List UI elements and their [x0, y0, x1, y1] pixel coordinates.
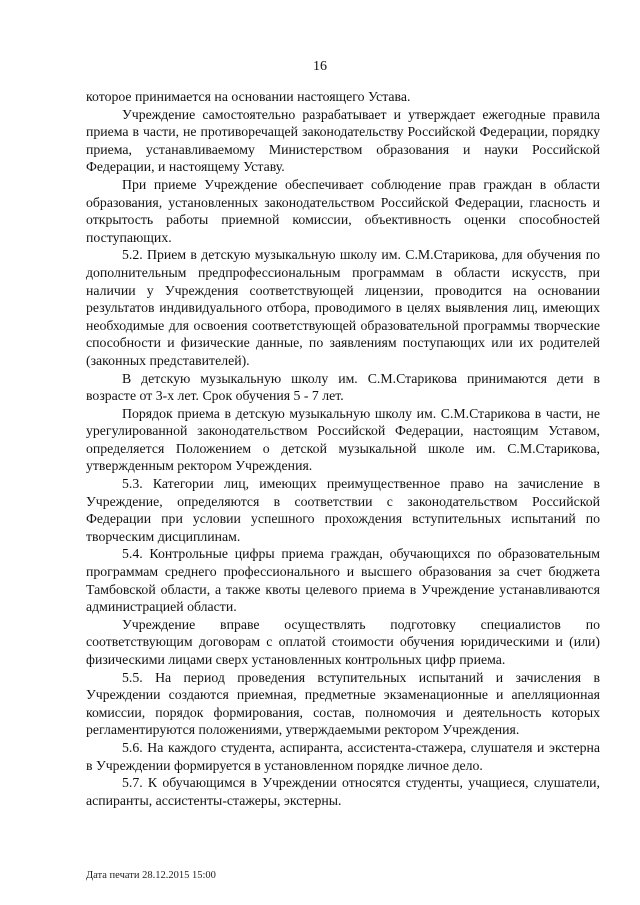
paragraph-5-3: 5.3. Категории лиц, имеющих преимущественное право на зачисление в Учреждение, определяются в соответствии с законодательством Российской Федерации при условии успешного прохождения вступительных испытаний по творческим дисциплинам. [86, 476, 600, 544]
paragraph-continuation: которое принимается на основании настоящего Устава. [86, 89, 411, 104]
paragraph-rights-observance: При приеме Учреждение обеспечивает соблюдение прав граждан в области образования, установленных законодательством Российской Федерации, гласность и открытость работы приемной комиссии, объективность оценки способностей поступающих. [86, 176, 600, 245]
paragraph-admission-procedure: Порядок приема в детскую музыкальную школу им. С.М.Старикова в части, не урегулированной законодательством Российской Федерации, настоящим Уставом, определяется Положением о детской музыкальной школе им. С.М.Старикова, утвержденным ректором Учреждения. [86, 405, 600, 474]
paragraph-5-4: 5.4. Контрольные цифры приема граждан, обучающихся по образовательным программам среднего профессионального и высшего образования за счет бюджета Тамбовской области, а также квоты целевого приема в Учреждение устанавливаются администрацией области. [86, 546, 600, 615]
paragraph-5-6: 5.6. На каждого студента, аспиранта, ассистента-стажера, слушателя и экстерна в Учреждении формируется в установленном порядке личное дело. [86, 739, 600, 773]
paragraph-5-7: 5.7. К обучающимся в Учреждении относятся студенты, учащиеся, слушатели, аспиранты, ассистенты-стажеры, экстерны. [86, 775, 600, 808]
page-number: 16 [313, 59, 327, 74]
paragraph-5-5: 5.5. На период проведения вступительных испытаний и зачисления в Учреждении создаются приемная, предметные экзаменационные и апелляционная комиссии, порядок формирования, состав, полномочия и деятельность которых регламентируются положениями, утверждаемыми ректором Учреждения. [86, 669, 600, 738]
print-date-footer: Дата печати 28.12.2015 15:00 [86, 870, 216, 881]
paragraph-paid-training: Учреждение вправе осуществлять подготовку специалистов по соответствующим договорам с оплатой стоимости обучения юридическими и (или) физическими лицами сверх установленных контрольных цифр приема. [86, 616, 600, 667]
paragraph-5-2: 5.2. Прием в детскую музыкальную школу им. С.М.Старикова, для обучения по дополнительным предпрофессиональным программам в области искусств, при наличии у Учреждения соответствующей лицензии, проводится на основании результатов индивидуального отбора, проводимого в целях выявления лиц, имеющих необходимые для освоения соответствующей образовательной программы творческие способности и физические данные, по заявлениям поступающих или их родителей (законных представителей). [86, 247, 600, 368]
paragraph-admission-rules: Учреждение самостоятельно разрабатывает и утверждает ежегодные правила приема в части, не противоречащей законодательству Российской Федерации, порядку приема, устанавливаемому Министерством образования и науки Российской Федерации, и настоящему Уставу. [86, 106, 600, 175]
paragraph-age-and-duration: В детскую музыкальную школу им. С.М.Старикова принимаются дети в возрасте от 3-х лет. Срок обучения 5 - 7 лет. [86, 370, 600, 404]
document-body [86, 88, 600, 809]
